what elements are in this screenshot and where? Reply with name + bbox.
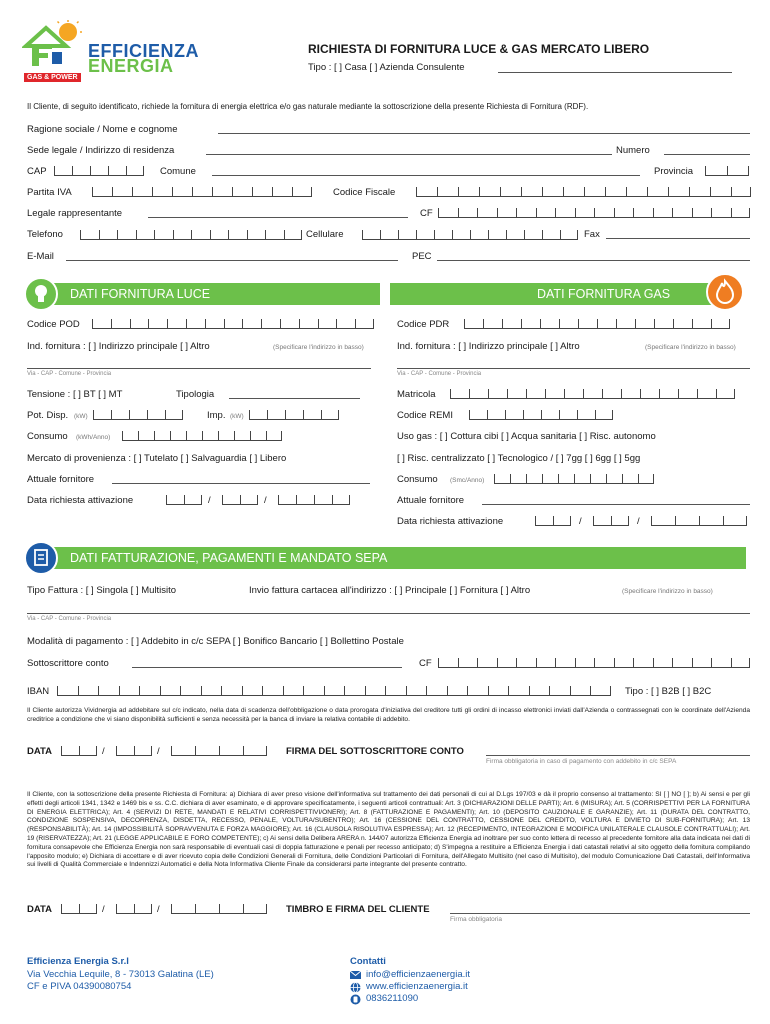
invio-note: (Specificare l'indirizzo in basso) [622, 588, 713, 595]
page-title: RICHIESTA DI FORNITURA LUCE & GAS MERCATO LIBERO [308, 42, 650, 56]
cf-boxes-2[interactable] [438, 208, 750, 218]
luce-band [50, 283, 380, 305]
fatt-data-label: DATA [27, 746, 52, 757]
tipologia-label: Tipologia [176, 389, 215, 400]
remi-boxes[interactable] [469, 410, 613, 420]
final-data-dd[interactable] [61, 904, 97, 914]
cellulare-boxes[interactable] [362, 230, 578, 240]
globe-icon [350, 982, 361, 993]
sede-label: Sede legale / Indirizzo di residenza [27, 145, 175, 156]
numero-field[interactable] [664, 154, 750, 155]
piva-boxes[interactable] [92, 187, 312, 197]
footer-email[interactable]: info@efficienzaenergia.it [366, 969, 471, 980]
fax-label: Fax [584, 229, 600, 240]
matricola-boxes[interactable] [450, 389, 735, 399]
comune-label: Comune [160, 166, 196, 177]
final-data-sep2: / [157, 904, 160, 915]
telefono-label: Telefono [27, 229, 63, 240]
fatt-cf-label: CF [419, 658, 432, 669]
gas-data-dd[interactable] [535, 516, 571, 526]
gas-data-label: Data richiesta attivazione [397, 516, 504, 527]
cap-label: CAP [27, 166, 47, 177]
luce-data-mm[interactable] [222, 495, 258, 505]
gas-ind-fornitura[interactable]: Ind. fornitura : [ ] Indirizzo principale [ ] Altro [397, 341, 580, 352]
matricola-label: Matricola [397, 389, 436, 400]
consumo-gas-label: Consumo [397, 474, 438, 485]
footer-piva: CF e PIVA 04390080754 [27, 981, 132, 992]
uso-gas-field[interactable]: Uso gas : [ ] Cottura cibi [ ] Acqua sanitaria [ ] Risc. autonomo [397, 431, 656, 442]
ragione-field[interactable] [218, 133, 750, 134]
email-label: E-Mail [27, 251, 54, 262]
intro-text: Il Cliente, di seguito identificato, richiede la fornitura di energia elettrica e/o gas naturale mediante la sottoscrizione della presente Richiesta di Fornitura (RDF). [27, 102, 589, 111]
consulente-field[interactable] [498, 72, 732, 73]
luce-attuale-field[interactable] [112, 483, 370, 484]
logo-text-1: EFFICIENZA [88, 41, 199, 61]
email-field[interactable] [66, 260, 398, 261]
final-data-mm[interactable] [116, 904, 152, 914]
firma-sottoscrittore-field[interactable] [486, 755, 750, 756]
pec-label: PEC [412, 251, 432, 262]
fatt-cf-boxes[interactable] [438, 658, 750, 668]
logo-tag: GAS & POWER [24, 73, 81, 82]
telefono-boxes[interactable] [80, 230, 302, 240]
iban-label: IBAN [27, 686, 50, 697]
potdisp-boxes[interactable] [93, 410, 183, 420]
piva-label: Partita IVA [27, 187, 72, 198]
sepa-auth-text: Il Cliente autorizza Vividnergia ad addebitare sul c/c indicato, nella data di scadenza dell'obbligazione o data prorogata d'iniziativa del creditore tutti gli ordini di incasso elettronici inviati dall'Azienda o contrassegnati con le coordinate dell'Azienda creditrice a condizione che vi siano disponibilità sufficienti e senza necessità per la banca di inviare la relativa contabile di addebito. [27, 707, 750, 723]
final-data-label: DATA [27, 904, 52, 915]
footer-company: Efficienza Energia S.r.l [27, 956, 129, 967]
phone-icon [350, 994, 361, 1005]
luce-attuale-label: Attuale fornitore [27, 474, 95, 485]
timbro-firma-label: TIMBRO E FIRMA DEL CLIENTE [286, 904, 430, 915]
fatt-via-hint: Via - CAP - Comune - Provincia [27, 616, 112, 622]
flame-icon [706, 273, 744, 311]
tipo-b2b-b2c[interactable]: Tipo : [ ] B2B [ ] B2C [625, 686, 712, 697]
pdr-boxes[interactable] [464, 319, 730, 329]
luce-data-yyyy[interactable] [278, 495, 350, 505]
bulb-icon [24, 277, 58, 311]
final-data-yyyy[interactable] [171, 904, 267, 914]
footer-contatti: Contatti [350, 956, 386, 967]
risc-field[interactable]: [ ] Risc. centralizzato [ ] Tecnologico / [ ] 7gg [ ] 6gg [ ] 5gg [397, 453, 641, 464]
fatt-data-yyyy[interactable] [171, 746, 267, 756]
provincia-label: Provincia [654, 166, 694, 177]
potdisp-unit: (kW) [74, 413, 88, 420]
remi-label: Codice REMI [397, 410, 453, 421]
sottoscrittore-label: Sottoscrittore conto [27, 658, 109, 669]
cf-label-1: Codice Fiscale [333, 187, 396, 198]
gas-band [390, 283, 720, 305]
sede-field[interactable] [206, 154, 612, 155]
legale-field[interactable] [148, 217, 408, 218]
timbro-firma-field[interactable] [450, 913, 750, 914]
gas-data-yyyy[interactable] [651, 516, 747, 526]
gas-data-sep2: / [637, 516, 640, 527]
luce-ind-fornitura[interactable]: Ind. fornitura : [ ] Indirizzo principale [ ] Altro [27, 341, 210, 352]
cf-boxes-1[interactable] [416, 187, 751, 197]
footer-website[interactable]: www.efficienzaenergia.it [366, 981, 468, 992]
consumo-luce-unit: (kWh/Anno) [76, 434, 111, 441]
imp-boxes[interactable] [249, 410, 339, 420]
consumo-luce-label: Consumo [27, 431, 68, 442]
house-logo-icon [22, 20, 84, 72]
legale-label: Legale rappresentante [27, 208, 123, 219]
imp-unit: (kW) [230, 413, 244, 420]
firma-sottoscrittore-note: Firma obbligatoria in caso di pagamento con addebito in c/c SEPA [486, 758, 677, 765]
legal-text: Il Cliente, con la sottoscrizione della presente Richiesta di Fornitura: a) Dichiara di aver preso visione dell'informativa sul trattamento dei dati personali di cui al D.Lgs 197/03 e dà il proprio consenso al trattamento: SI [ ] NO [ ]; b) Ai sensi e per gli effetti degli articoli 1341, 1342 e 1469 bis e ss. C.C. dichiara di aver esaminato, e di approvare specificatamente, i seguenti articoli contrattuali: Art. 3 (DICHIARAZIONI DELLE PARTI); Art. 6 (MISURA); Art. 5 (CORRISPETTIVI PER LA FORNITURA DI ENERGIA ELETTRICA); Art. 4 (SERVIZI DI RETE, MANDATI E RELATIVI CORRISPETTIVI/ONERI); Art. 8 (FATTURAZIONE E PAGAMENTI); Art. 10 (DEPOSITO CAUZIONALE E GARANZIE); Art. 11 (DURATA DEL CONTRATTO, CONDIZIONE SOSPENSIVA, DECORRENZA, DISDETTA, RECESSO, PENALE, VOLTURA/SUBENTRO); Art. 16 (CESSIONE DEL CONTRATTO, CESSIONE DEL CREDITO, VOLTURA E DIVIETO DI SUB-FORNITURA); Art. 13 (RESPONSABILITÀ); Art. 14 (IMPOSSIBILITÀ SOPRAVVENUTA E FORZA MAGGIORE); Art. 16 (CLAUSOLA RISOLUTIVA ESPRESSA); Art. 12 (RECEPIMENTO, INTEGRAZIONI E MODIFICA UNILATERALE CLAUSOLE CONTRATTUALI); Art. 19 (RISERVATEZZA); Art. 21 (LEGGE APPLICABILE E FORO COMPETENTE); c) Ai sensi della Delibera ARERA n. 144/07 autorizza Efficienza Energia ad inoltrare per suo conto lettera di recesso al precedente fornitore alla data indicata nei dati di fornitura consapevole che Efficienza Energia non sarà responsabile di eventuali casi di doppia fatturazione e penali per recesso anticipato; d) S'impegna a restituire a Efficienza Energia i dati catastali relativi al sito oggetto della fornitura compilando l'apposito modulo; e) Dichiara di accettare e di aver ricevuto copia delle Condizioni Generali di Fornitura, delle Condizioni Particolari di Fornitura, dell'Allegato Multisito (nel caso di Multisito), del modulo Comunicazione Dati Catastali, dell'Informativa sui livelli di Qualità Commerciale e Indennizzi Automatici e della Nota Informativa Cliente Finale da considerarsi parte integrante del presente contratto. [27, 791, 750, 869]
pod-boxes[interactable] [92, 319, 374, 329]
mercato-field[interactable]: Mercato di provenienza : [ ] Tutelato [ ] Salvaguardia [ ] Libero [27, 453, 287, 464]
consumo-gas-boxes[interactable] [494, 474, 654, 484]
modalita-pagamento[interactable]: Modalità di pagamento : [ ] Addebito in c/c SEPA [ ] Bonifico Bancario [ ] Bollettino Postale [27, 636, 404, 647]
ragione-label: Ragione sociale / Nome e cognome [27, 124, 178, 135]
gas-ind-note: (Specificare l'indirizzo in basso) [645, 344, 736, 351]
pec-field[interactable] [437, 260, 750, 261]
fatt-data-sep1: / [102, 746, 105, 757]
final-data-sep1: / [102, 904, 105, 915]
potdisp-label: Pot. Disp. [27, 410, 69, 421]
iban-boxes[interactable] [57, 686, 611, 696]
gas-attuale-label: Attuale fornitore [397, 495, 465, 506]
fatt-title: DATI FATTURAZIONE, PAGAMENTI E MANDATO SEPA [70, 551, 388, 565]
firma-sottoscrittore-label: FIRMA DEL SOTTOSCRITTORE CONTO [286, 746, 464, 757]
gas-via-hint: Via - CAP - Comune - Provincia [397, 371, 482, 377]
luce-data-sep1: / [208, 495, 211, 506]
imp-label: Imp. [207, 410, 226, 421]
luce-data-sep2: / [264, 495, 267, 506]
fatt-band [50, 547, 746, 569]
timbro-firma-note: Firma obbligatoria [450, 916, 503, 923]
comune-field[interactable] [212, 175, 640, 176]
luce-address-field[interactable] [27, 368, 371, 369]
numero-label: Numero [616, 145, 650, 156]
footer-phone[interactable]: 0836211090 [366, 993, 419, 1004]
tipologia-field[interactable] [229, 398, 360, 399]
fatt-address-field[interactable] [27, 613, 750, 614]
footer-address: Via Vecchia Lequile, 8 - 73013 Galatina (LE) [27, 969, 214, 980]
luce-title: DATI FORNITURA LUCE [70, 287, 211, 301]
cellulare-label: Cellulare [306, 229, 344, 240]
provincia-boxes[interactable] [705, 166, 749, 176]
tensione-field[interactable]: Tensione : [ ] BT [ ] MT [27, 389, 123, 400]
tipo-fattura[interactable]: Tipo Fattura : [ ] Singola [ ] Multisito [27, 585, 177, 596]
cap-boxes[interactable] [54, 166, 144, 176]
sottoscrittore-field[interactable] [132, 667, 402, 668]
email-icon [350, 971, 361, 979]
fax-field[interactable] [606, 238, 750, 239]
invoice-icon [24, 541, 58, 575]
fatt-data-dd[interactable] [61, 746, 97, 756]
logo-text-2: ENERGIA [88, 56, 174, 76]
consumo-gas-unit: (Smc/Anno) [450, 477, 485, 484]
luce-data-dd[interactable] [166, 495, 202, 505]
fatt-data-sep2: / [157, 746, 160, 757]
gas-attuale-field[interactable] [482, 504, 750, 505]
gas-title: DATI FORNITURA GAS [537, 287, 671, 301]
luce-via-hint: Via - CAP - Comune - Provincia [27, 371, 112, 377]
gas-data-sep1: / [579, 516, 582, 527]
gas-data-mm[interactable] [593, 516, 629, 526]
pdr-label: Codice PDR [397, 319, 450, 330]
consumo-luce-boxes[interactable] [122, 431, 282, 441]
pod-label: Codice POD [27, 319, 80, 330]
tipo-cliente[interactable]: Tipo : [ ] Casa [ ] Azienda Consulente [308, 62, 465, 73]
luce-ind-note: (Specificare l'indirizzo in basso) [273, 344, 364, 351]
luce-data-label: Data richiesta attivazione [27, 495, 134, 506]
invio-fattura[interactable]: Invio fattura cartacea all'indirizzo : [ ] Principale [ ] Fornitura [ ] Altro [249, 585, 531, 596]
cf-label-2: CF [420, 208, 433, 219]
gas-address-field[interactable] [397, 368, 750, 369]
fatt-data-mm[interactable] [116, 746, 152, 756]
